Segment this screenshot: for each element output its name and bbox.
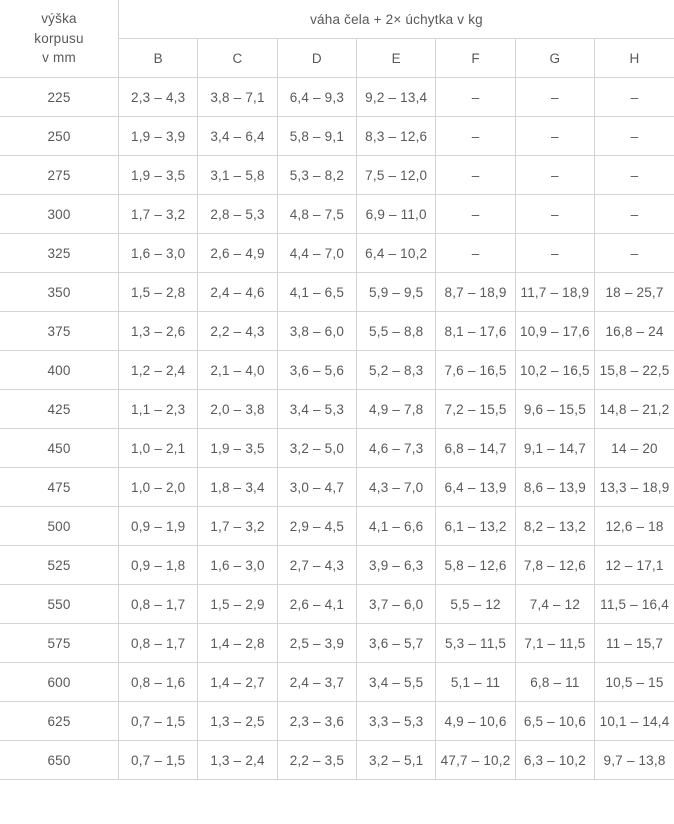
cell-c: 1,5 – 2,9 [198,585,277,624]
column-header-d: D [277,39,356,78]
cell-d: 2,4 – 3,7 [277,663,356,702]
table-row [0,234,674,273]
cell-h: 11 – 15,7 [595,624,674,663]
row-label: 625 [0,702,119,741]
cell-g: 6,5 – 10,6 [515,702,594,741]
cell-c: 1,3 – 2,4 [198,741,277,780]
cell-e: 3,2 – 5,1 [357,741,436,780]
cell-e: 4,6 – 7,3 [357,429,436,468]
cell-b: 0,7 – 1,5 [119,702,198,741]
cell-f: 7,2 – 15,5 [436,390,515,429]
cell-b: 0,7 – 1,5 [119,741,198,780]
cell-b: 0,8 – 1,7 [119,624,198,663]
cell-g: 7,8 – 12,6 [515,546,594,585]
cell-c: 1,4 – 2,7 [198,663,277,702]
cell-b: 1,9 – 3,9 [119,117,198,156]
table-row [0,468,674,507]
cell-b: 1,7 – 3,2 [119,195,198,234]
cell-d: 6,4 – 9,3 [277,78,356,117]
cell-f: – [436,117,515,156]
row-label: 300 [0,195,119,234]
column-header-h: H [595,39,674,78]
cell-b: 2,3 – 4,3 [119,78,198,117]
row-label: 325 [0,234,119,273]
cell-c: 1,6 – 3,0 [198,546,277,585]
cell-c: 1,4 – 2,8 [198,624,277,663]
cell-b: 1,6 – 3,0 [119,234,198,273]
cell-f: 47,7 – 10,2 [436,741,515,780]
cell-g: 11,7 – 18,9 [515,273,594,312]
cell-e: 3,4 – 5,5 [357,663,436,702]
cell-g: – [515,117,594,156]
cell-c: 3,1 – 5,8 [198,156,277,195]
cell-e: 3,3 – 5,3 [357,702,436,741]
table-row [0,273,674,312]
cell-h: – [595,195,674,234]
cell-h: 11,5 – 16,4 [595,585,674,624]
table-row [0,663,674,702]
table-row [0,546,674,585]
cell-c: 1,3 – 2,5 [198,702,277,741]
cell-d: 5,8 – 9,1 [277,117,356,156]
cell-b: 1,0 – 2,0 [119,468,198,507]
cell-b: 1,9 – 3,5 [119,156,198,195]
cell-h: – [595,78,674,117]
cell-b: 1,0 – 2,1 [119,429,198,468]
table-row [0,351,674,390]
cell-e: 3,9 – 6,3 [357,546,436,585]
table-row [0,156,674,195]
row-label: 400 [0,351,119,390]
cell-d: 2,3 – 3,6 [277,702,356,741]
row-label: 350 [0,273,119,312]
table-body [0,78,674,780]
table-row [0,117,674,156]
cell-g: – [515,195,594,234]
cell-b: 0,8 – 1,7 [119,585,198,624]
cell-g: 10,9 – 17,6 [515,312,594,351]
corner-header-body-height: výška korpusu v mm [0,0,119,78]
cell-e: 4,9 – 7,8 [357,390,436,429]
cell-f: – [436,234,515,273]
column-header-c: C [198,39,277,78]
cell-f: 6,4 – 13,9 [436,468,515,507]
cell-b: 1,5 – 2,8 [119,273,198,312]
cell-d: 5,3 – 8,2 [277,156,356,195]
cell-c: 2,0 – 3,8 [198,390,277,429]
table-row [0,429,674,468]
column-header-g: G [515,39,594,78]
cell-h: 15,8 – 22,5 [595,351,674,390]
table-header-row-group [0,0,674,39]
cell-h: 9,7 – 13,8 [595,741,674,780]
cell-d: 2,7 – 4,3 [277,546,356,585]
cell-h: – [595,117,674,156]
cell-c: 1,9 – 3,5 [198,429,277,468]
cell-g: – [515,156,594,195]
cell-c: 2,4 – 4,6 [198,273,277,312]
cell-h: 14 – 20 [595,429,674,468]
cell-f: 8,1 – 17,6 [436,312,515,351]
cell-d: 3,0 – 4,7 [277,468,356,507]
cell-e: 5,5 – 8,8 [357,312,436,351]
cell-b: 1,3 – 2,6 [119,312,198,351]
table-row [0,312,674,351]
table-row [0,702,674,741]
cell-c: 3,4 – 6,4 [198,117,277,156]
cell-e: 6,4 – 10,2 [357,234,436,273]
cell-f: 8,7 – 18,9 [436,273,515,312]
cell-b: 0,8 – 1,6 [119,663,198,702]
row-label: 275 [0,156,119,195]
cell-g: 7,4 – 12 [515,585,594,624]
cell-f: 5,5 – 12 [436,585,515,624]
row-label: 475 [0,468,119,507]
cell-f: 5,3 – 11,5 [436,624,515,663]
cell-f: 6,1 – 13,2 [436,507,515,546]
cell-e: 3,7 – 6,0 [357,585,436,624]
cell-h: 18 – 25,7 [595,273,674,312]
cell-d: 3,8 – 6,0 [277,312,356,351]
cell-e: 9,2 – 13,4 [357,78,436,117]
cell-b: 1,2 – 2,4 [119,351,198,390]
cell-d: 3,4 – 5,3 [277,390,356,429]
column-header-f: F [436,39,515,78]
cell-d: 2,6 – 4,1 [277,585,356,624]
cell-h: 10,1 – 14,4 [595,702,674,741]
cell-d: 4,8 – 7,5 [277,195,356,234]
column-header-e: E [357,39,436,78]
cell-h: 12,6 – 18 [595,507,674,546]
cell-f: 5,1 – 11 [436,663,515,702]
cell-b: 0,9 – 1,9 [119,507,198,546]
cell-f: – [436,78,515,117]
row-label: 375 [0,312,119,351]
cell-g: 8,6 – 13,9 [515,468,594,507]
cell-g: 9,6 – 15,5 [515,390,594,429]
cell-g: 7,1 – 11,5 [515,624,594,663]
row-label: 450 [0,429,119,468]
cell-d: 3,6 – 5,6 [277,351,356,390]
cell-b: 1,1 – 2,3 [119,390,198,429]
cell-d: 4,4 – 7,0 [277,234,356,273]
cell-g: 10,2 – 16,5 [515,351,594,390]
cell-h: – [595,156,674,195]
row-label: 525 [0,546,119,585]
cell-f: 4,9 – 10,6 [436,702,515,741]
cell-c: 1,8 – 3,4 [198,468,277,507]
table-row [0,390,674,429]
cell-h: 13,3 – 18,9 [595,468,674,507]
group-header-front-weight: váha čela + 2× úchytka v kg [119,0,674,39]
table-row [0,585,674,624]
cell-g: 9,1 – 14,7 [515,429,594,468]
cell-e: 5,2 – 8,3 [357,351,436,390]
row-label: 425 [0,390,119,429]
table-row [0,624,674,663]
cell-h: 12 – 17,1 [595,546,674,585]
cell-e: 3,6 – 5,7 [357,624,436,663]
cell-c: 2,1 – 4,0 [198,351,277,390]
cell-e: 5,9 – 9,5 [357,273,436,312]
cell-c: 2,2 – 4,3 [198,312,277,351]
cell-e: 8,3 – 12,6 [357,117,436,156]
cell-g: 6,8 – 11 [515,663,594,702]
cell-f: – [436,156,515,195]
row-label: 600 [0,663,119,702]
cell-h: – [595,234,674,273]
cell-g: – [515,234,594,273]
cell-c: 2,6 – 4,9 [198,234,277,273]
cell-g: – [515,78,594,117]
row-label: 500 [0,507,119,546]
table-row [0,507,674,546]
cell-f: 6,8 – 14,7 [436,429,515,468]
row-label: 550 [0,585,119,624]
table-header [0,0,674,78]
cell-c: 1,7 – 3,2 [198,507,277,546]
table-row [0,78,674,117]
cell-g: 6,3 – 10,2 [515,741,594,780]
cell-c: 2,8 – 5,3 [198,195,277,234]
table-row [0,741,674,780]
row-label: 650 [0,741,119,780]
cell-g: 8,2 – 13,2 [515,507,594,546]
cell-f: – [436,195,515,234]
cell-f: 7,6 – 16,5 [436,351,515,390]
cell-f: 5,8 – 12,6 [436,546,515,585]
cell-e: 6,9 – 11,0 [357,195,436,234]
cell-h: 10,5 – 15 [595,663,674,702]
cell-d: 2,5 – 3,9 [277,624,356,663]
table-row [0,195,674,234]
cell-d: 2,2 – 3,5 [277,741,356,780]
cell-e: 7,5 – 12,0 [357,156,436,195]
column-header-b: B [119,39,198,78]
cell-d: 4,1 – 6,5 [277,273,356,312]
cell-b: 0,9 – 1,8 [119,546,198,585]
row-label: 575 [0,624,119,663]
cell-h: 14,8 – 21,2 [595,390,674,429]
row-label: 225 [0,78,119,117]
cell-d: 3,2 – 5,0 [277,429,356,468]
cell-e: 4,3 – 7,0 [357,468,436,507]
cell-e: 4,1 – 6,6 [357,507,436,546]
cell-h: 16,8 – 24 [595,312,674,351]
row-label: 250 [0,117,119,156]
cell-d: 2,9 – 4,5 [277,507,356,546]
cell-c: 3,8 – 7,1 [198,78,277,117]
